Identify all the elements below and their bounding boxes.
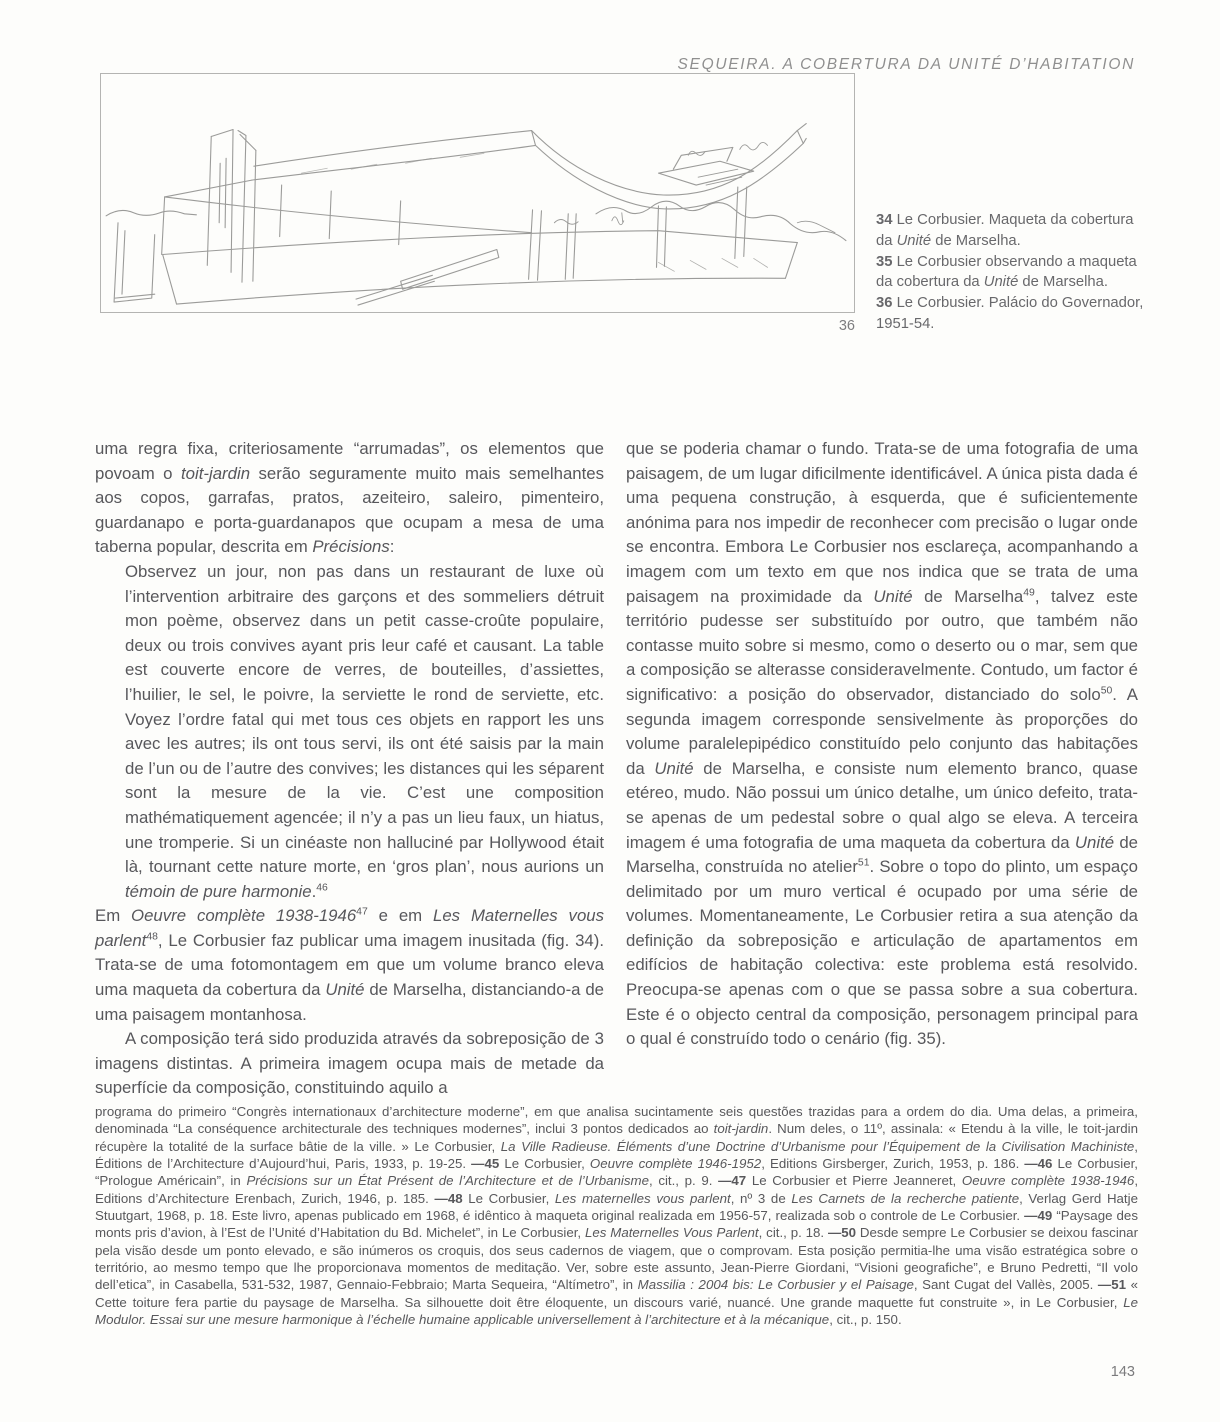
- page-number: 143: [1110, 1364, 1135, 1380]
- paragraph: que se poderia chamar o fundo. Trata-se de uma fotografia de uma paisagem, de um lugar dificilmente identificável. A única pista dada é uma pequena construção, à esquerda, que é suficientemente anónima para nos impedir de reconhecer com precisão o lugar onde se encontra. Embora Le Corbusier nos esclareça, acompanhando a imagem com um texto em que nos indica que se trata de uma paisagem na proximidade da Unité de Marselha$^{49}$, talvez este território pudesse ser substituído por outro, que também não contasse muito sobre si mesmo, como o deserto ou o mar, sem que a composição se alterasse consideravelmente. Contudo, um factor é significativo: a posição do observador, distanciado do solo$^{50}$. A segunda imagem corresponde sensivelmente às proporções do volume paralelepipédico constituído pelo conjunto das habitações da Unité de Marselha, e consiste num elemento branco, quase etéreo, mudo. Não possui um único detalhe, um único defeito, trata-se apenas de um pedestal sobre o qual algo se eleva. A terceira imagem é uma fotografia de uma maqueta da cobertura da Unité de Marselha, construída no atelier$^{51}$. Sobre o topo do plinto, um espaço delimitado por um muro vertical é ocupado por uma série de volumes. Momentaneamente, Le Corbusier retira a sua atenção da definição da sobreposição e articulação de apartamentos em edifícios de habitação colectiva: este problema está resolvido. Preocupa-se apenas com o que se passa sobre a sua cobertura. Este é o objecto central da composição, personagem principal para o qual é construído todo o cenário (fig. 35).: [626, 439, 1139, 1049]
- figure-36-frame: [100, 73, 855, 313]
- blockquote-precisions: Observez un jour, non pas dans un restaurant de luxe où l’intervention arbitraire des garçons et des sommeliers détruit mon poème, observez dans un petit casse-croûte populaire, deux ou trois convives ayant pris leur café et causant. La table est couverte encore de verres, de bouteilles, d’assiettes, l’huilier, le sel, le poivre, la serviette le rond de serviette, etc. Voyez l’ordre fatal qui met tous ces objets en rapport les uns avec les autres; ils ont tous servi, ils ont été saisis par la main de l’un ou de l’autre des convives; les distances qui les séparent sont la mesure de la vie. C’est une composition mathématiquement agencée; il n’y a pas un lieu faux, un hiatus, une tromperie. Si un cinéaste non halluciné par Hollywood était là, tournant cette nature morte, en ‘gros plan’, nous aurions un témoin de pure harmonie.$^{46}$: [125, 561, 604, 901]
- figure-number: 36: [838, 318, 855, 334]
- running-header: SEQUEIRA. A COBERTURA DA UNITÉ D’HABITATION: [677, 56, 1135, 73]
- paragraph: uma regra fixa, criteriosamente “arrumadas”, os elementos que povoam o toit-jardin serão seguramente muito mais semelhantes aos copos, garrafas, pratos, azeiteiro, saleiro, pimenteiro, guardanapo e porta-guardanapos que ocupam a mesa de uma taberna popular, descrita em Précisions:: [95, 439, 605, 557]
- paragraph: Em Oeuvre complète 1938-1946$^{47}$ e em Les Maternelles vous parlent$^{48}$, Le Corbusier faz publicar uma imagem inusitada (fig. 34). Trata-se de uma fotomontagem em que um volume branco eleva uma maqueta da cobertura da Unité de Marselha, distanciando-a de uma paisagem montanhosa.: [95, 906, 604, 1024]
- figure-captions: [876, 210, 1148, 335]
- footnotes-text: programa do primeiro “Congrès internationaux d’architecture moderne”, em que analisa sucintamente seis questões trazidas para a ordem do dia. Uma delas, a primeira, denominada “La conséquence architecturale des techniques modernes”, inclui 3 pontos dedicados ao toit-jardin. Num deles, o 11º, assinala: « Etendu à la ville, le toit-jardin récupère la totalité de la surface bâtie de la ville. » Le Corbusier, La Ville Radieuse. Éléments d’une Doctrine d’Urbanisme pour l’Équipement de la Civilisation Machiniste, Éditions de l’Architecture d’Aujourd’hui, Paris, 1933, p. 19-25. —45 Le Corbusier, Oeuvre complète 1946-1952, Editions Girsberger, Zurich, 1953, p. 186. —46 Le Corbusier, “Prologue Américain”, in Précisions sur un État Présent de l’Architecture et de l’Urbanisme, cit., p. 9. —47 Le Corbusier et Pierre Jeanneret, Oeuvre complète 1938-1946, Editions d’Architecture Erenbach, Zurich, 1946, p. 185. —48 Le Corbusier, Les maternelles vous parlent, nº 3 de Les Carnets de la recherche patiente, Verlag Gerd Hatje Stuutgart, 1968, p. 18. Este livro, apenas publicado em 1968, é idêntico à maqueta original realizada em 1956-57, realizada sob o controle de Le Corbusier. —49 “Paysage des monts pris d’avion, à l’Est de l’Unité d’Habitation du Bd. Michelet”, in Le Corbusier, Les Maternelles Vous Parlent, cit., p. 18. —50 Desde sempre Le Corbusier se deixou fascinar pela visão desde um ponto elevado, e são inúmeros os croquis, dos seus cadernos de viagem, que o comprovam. Esta posição permitia-lhe uma visão estratégica sobre o território, ao mesmo tempo que lhe proporcionava momentos de meditação. Ver, sobre este assunto, Jean-Pierre Giordani, “Visioni geografiche”, e Bruno Pedretti, “Il volo dell’etica”, in Casabella, 531-532, 1987, Gennaio-Febbraio; Marta Sequeira, “Altímetro”, in Massilia : 2004 bis: Le Corbusier y el Paisage, Sant Cugat del Vallès, 2005. —51 « Cette toiture fera partie du paysage de Marselha. Sa silhouette doit être éloquente, un discours varié, nuancé. Une grande maquette fut construite », in Le Corbusier, Le Modulor. Essai sur une mesure harmonique à l’échelle humaine applicable universellement à l’architecture et à la mécanique, cit., p. 150.: [95, 1104, 1139, 1328]
- governor-palace-sketch-icon: [101, 74, 854, 312]
- caption-fig-35: 35 Le Corbusier observando a maqueta da cobertura da Unité de Marselha.: [876, 253, 1137, 291]
- body-column-left: [95, 437, 604, 1101]
- body-column-right: [626, 437, 1138, 1052]
- caption-fig-34: 34 Le Corbusier. Maqueta da cobertura da Unité de Marselha.: [876, 212, 1134, 249]
- footnotes: [95, 1103, 1138, 1328]
- paragraph: A composição terá sido produzida através da sobreposição de 3 imagens distintas. A primeira imagem ocupa mais de metade da superfície da composição, constituindo aquilo a: [95, 1029, 604, 1098]
- caption-fig-36: 36 Le Corbusier. Palácio do Governador, 1951-54.: [876, 295, 1144, 332]
